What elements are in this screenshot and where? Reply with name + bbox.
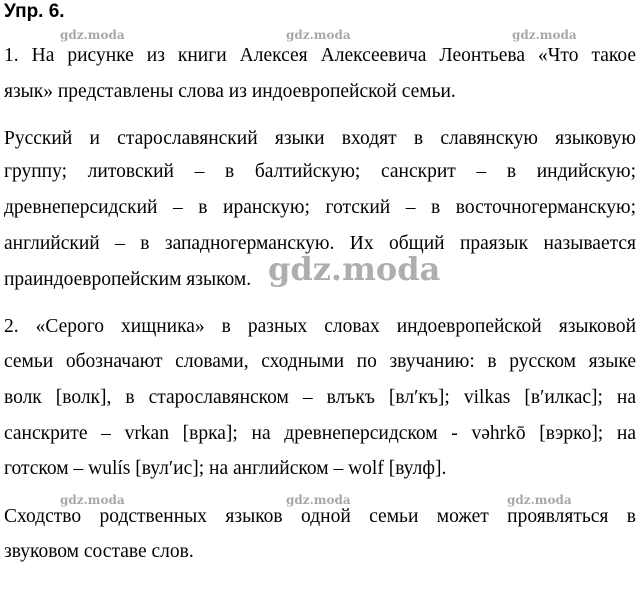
page-title: Упр. 6. [4,1,65,22]
watermark: gdz.moda [286,493,351,507]
text-line-11: санскрите – vrkan [врка]; на древнеперсидском - vəhrkō [вэрко]; на [4,423,636,444]
text-line-7: праиндоевропейским языком. [4,269,252,290]
watermark: gdz.moda [60,493,125,507]
watermark: gdz.moda [60,28,125,42]
watermark: gdz.moda [286,28,351,42]
text-line-8: 2. «Серого хищника» в разных словах индоевропейской языковой [4,316,636,337]
text-line-4: группу; литовский – в балтийскую; санскрит – в индийскую; [4,161,636,182]
text-line-5: древнеперсидский – в иранскую; готский – в восточногерманскую; [4,197,636,218]
watermark: gdz.moda [512,28,577,42]
watermark: gdz.moda [268,250,441,288]
watermark: gdz.moda [507,493,572,507]
text-line-9: семьи обозначают словами, сходными по звучанию: в русском языке [4,351,636,372]
text-line-12: готском – wulís [вул′ис]; на английском – wolf [вулф]. [4,458,447,479]
text-line-13: Сходство родственных языков одной семьи может проявляться в [4,506,636,527]
text-line-6: английский – в западногерманскую. Их общий праязык называется [4,233,636,254]
text-line-10: волк [волк], в старославянском – влъкъ [вл′къ]; vilkas [в′илкас]; на [4,387,636,408]
text-line-1: 1. На рисунке из книги Алексея Алексеевича Леонтьева «Что такое [4,45,636,66]
text-line-3: Русский и старославянский языки входят в славянскую языковую [4,128,636,149]
text-line-14: звуковом составе слов. [4,541,194,562]
text-line-2: язык» представлены слова из индоевропейской семьи. [4,81,456,102]
